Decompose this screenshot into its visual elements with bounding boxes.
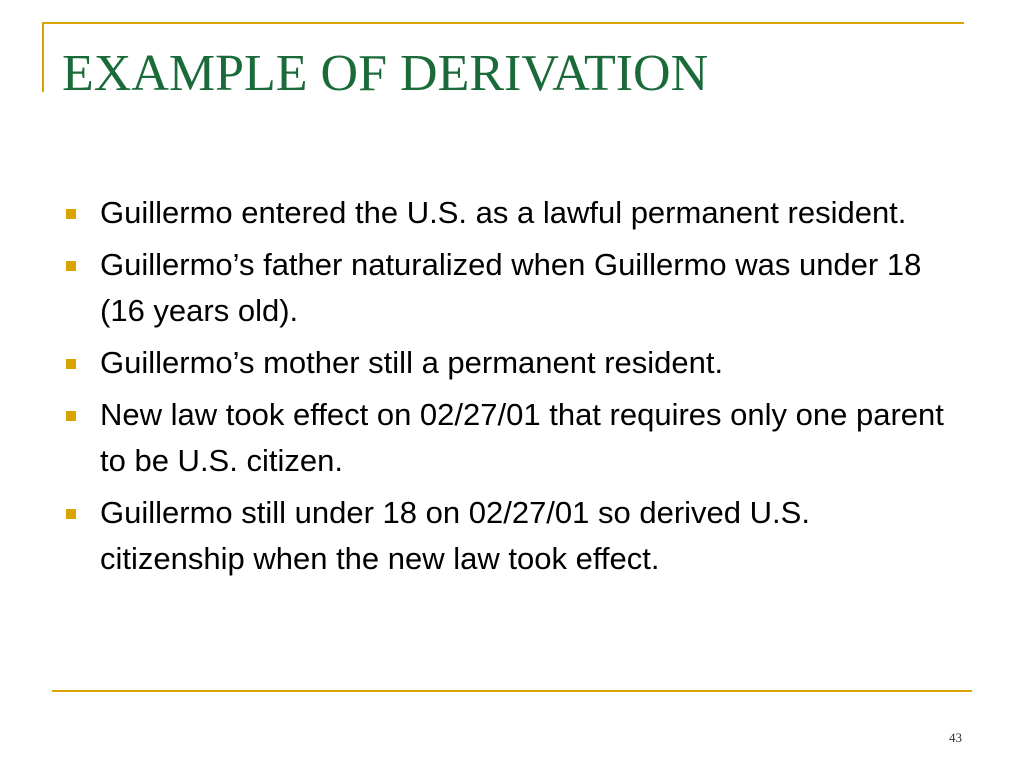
bullet-item [62, 190, 962, 236]
bullet-item [62, 242, 962, 334]
square-bullet-icon [66, 209, 76, 219]
square-bullet-icon [66, 509, 76, 519]
bullet-item [62, 340, 962, 386]
bullet-text: Guillermo’s mother still a permanent resident. [100, 345, 724, 380]
bullet-item [62, 392, 962, 484]
bullet-text: Guillermo’s father naturalized when Guillermo was under 18 (16 years old). [100, 247, 922, 328]
slide-title: EXAMPLE OF DERIVATION [62, 45, 709, 102]
bullet-item [62, 490, 962, 582]
footer-divider [52, 690, 972, 692]
page-number: 43 [949, 730, 962, 745]
bullet-text: Guillermo entered the U.S. as a lawful permanent resident. [100, 195, 907, 230]
bullet-text: New law took effect on 02/27/01 that requires only one parent to be U.S. citizen. [100, 397, 944, 478]
square-bullet-icon [66, 261, 76, 271]
title-frame-top-line [42, 22, 964, 24]
bullet-list [62, 190, 962, 588]
square-bullet-icon [66, 359, 76, 369]
title-frame-left-line [42, 22, 44, 92]
bullet-text: Guillermo still under 18 on 02/27/01 so derived U.S. citizenship when the new law took effect. [100, 495, 810, 576]
square-bullet-icon [66, 411, 76, 421]
